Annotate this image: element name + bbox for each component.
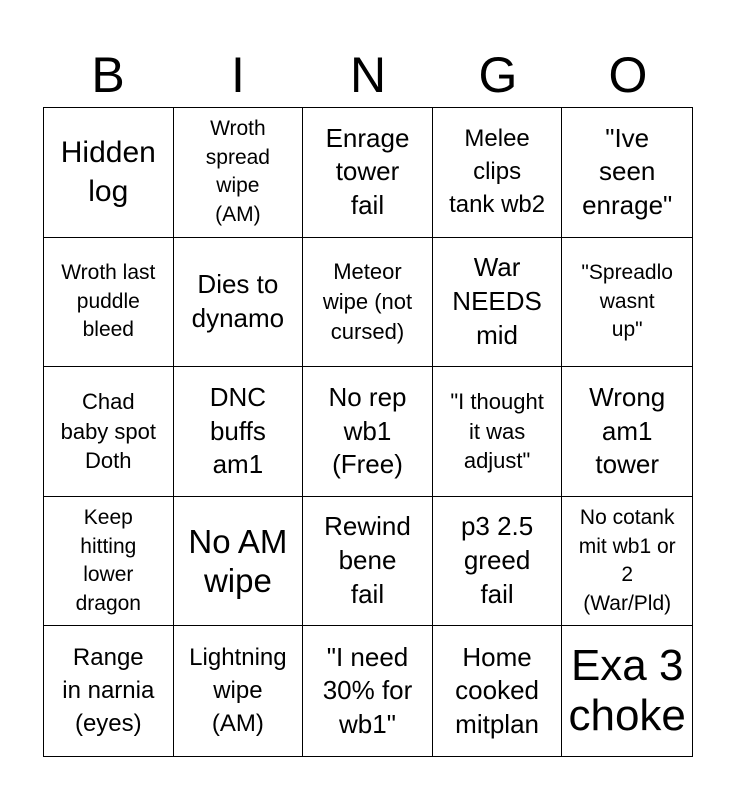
bingo-cell[interactable]: Wroth last puddle bleed [44, 238, 174, 368]
bingo-cell[interactable]: "Spreadlo wasnt up" [562, 238, 692, 368]
bingo-cell[interactable]: No AM wipe [174, 497, 304, 627]
header-letter-o: O [608, 47, 648, 103]
bingo-cell[interactable]: Wroth spread wipe (AM) [174, 108, 304, 238]
bingo-cell[interactable]: Range in narnia (eyes) [44, 626, 174, 756]
header-letter-n: N [349, 47, 387, 103]
header-letter-i: I [231, 47, 245, 103]
bingo-cell[interactable]: War NEEDS mid [433, 238, 563, 368]
bingo-cell[interactable]: Lightning wipe (AM) [174, 626, 304, 756]
bingo-cell[interactable]: Home cooked mitplan [433, 626, 563, 756]
bingo-cell[interactable]: Dies to dynamo [174, 238, 304, 368]
bingo-cell[interactable]: "Ive seen enrage" [562, 108, 692, 238]
bingo-cell[interactable]: p3 2.5 greed fail [433, 497, 563, 627]
bingo-cell[interactable]: Melee clips tank wb2 [433, 108, 563, 238]
bingo-header [43, 44, 693, 106]
bingo-cell[interactable]: "I need 30% for wb1" [303, 626, 433, 756]
bingo-cell[interactable]: Rewind bene fail [303, 497, 433, 627]
bingo-cell[interactable]: Hidden log [44, 108, 174, 238]
header-letter-b: B [91, 47, 125, 103]
bingo-cell[interactable]: No rep wb1 (Free) [303, 367, 433, 497]
bingo-grid [43, 107, 693, 757]
bingo-cell[interactable]: Exa 3 choke [568, 641, 686, 741]
bingo-cell[interactable]: Meteor wipe (not cursed) [303, 238, 433, 368]
bingo-cell[interactable]: Wrong am1 tower [562, 367, 692, 497]
header-letter-g: G [478, 47, 518, 103]
bingo-cell[interactable]: Chad baby spot Doth [44, 367, 174, 497]
bingo-cell[interactable]: DNC buffs am1 [174, 367, 304, 497]
bingo-cell[interactable]: No cotank mit wb1 or 2 (War/Pld) [562, 497, 692, 627]
bingo-cell[interactable]: "I thought it was adjust" [433, 367, 563, 497]
bingo-cell[interactable]: Keep hitting lower dragon [44, 497, 174, 627]
bingo-cell[interactable]: Enrage tower fail [303, 108, 433, 238]
